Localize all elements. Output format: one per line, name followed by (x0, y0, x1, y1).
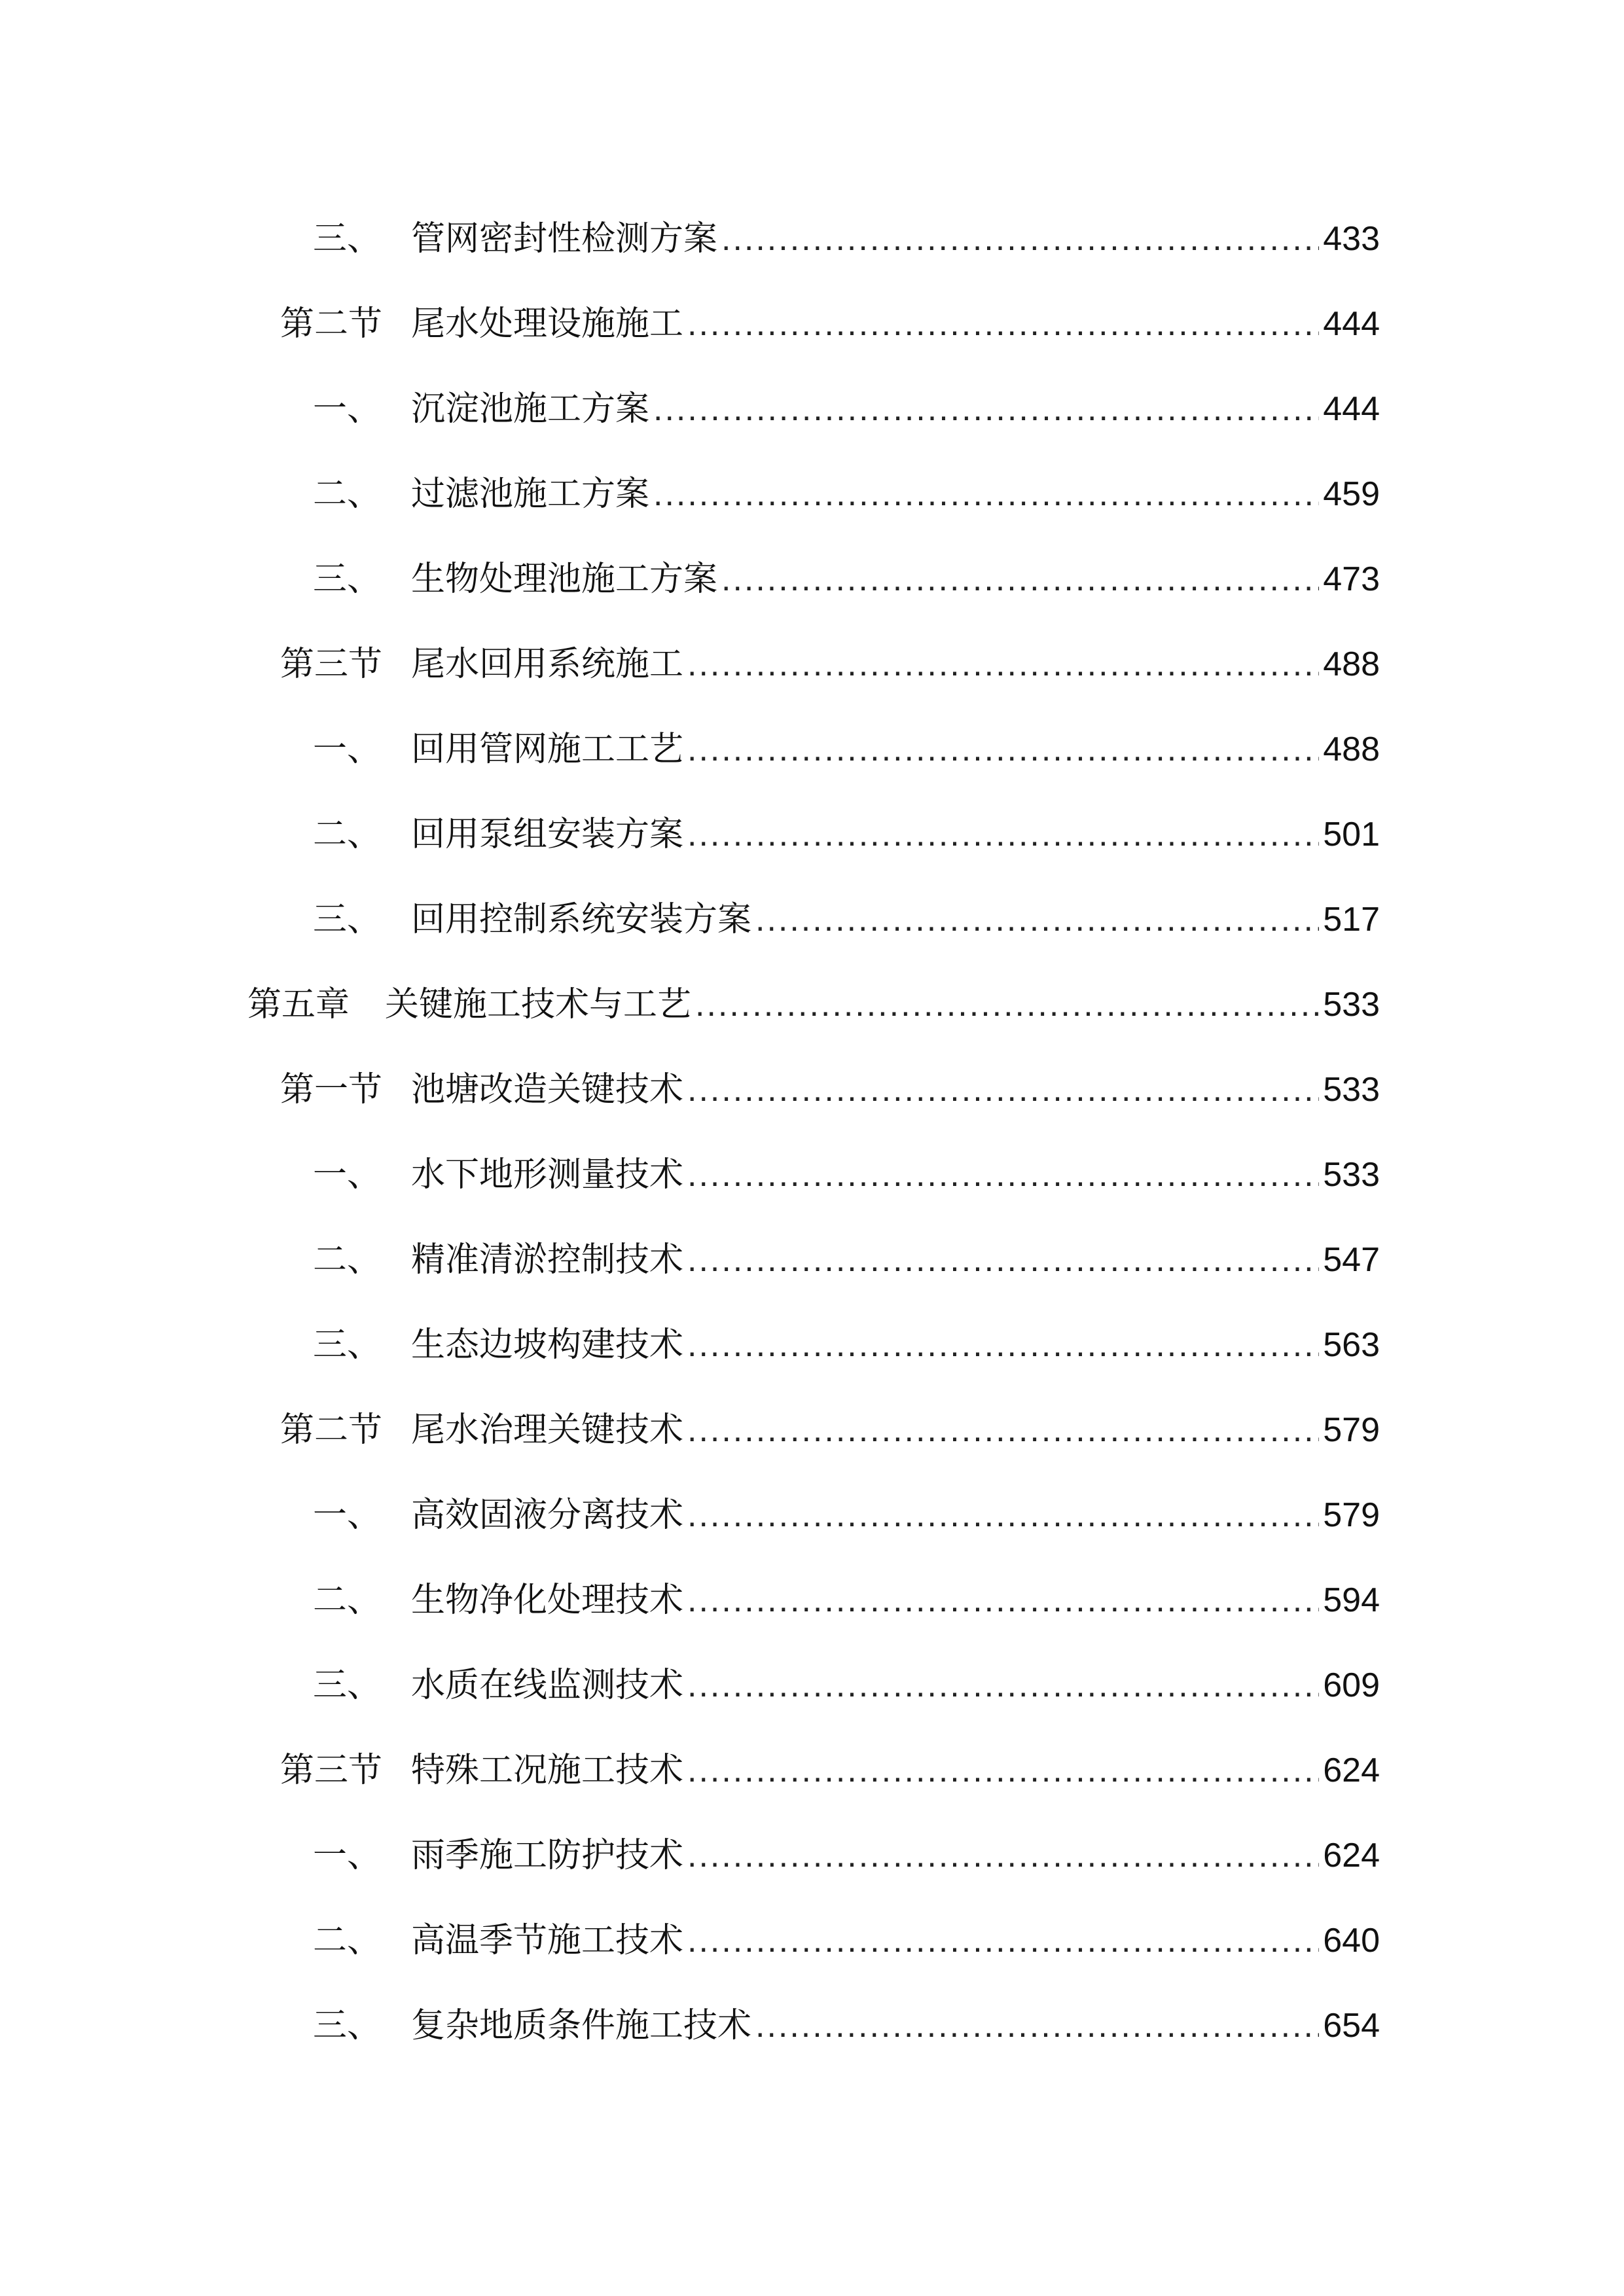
dot-leader (687, 1316, 1319, 1374)
entry-number: 第三节 (280, 645, 383, 684)
toc-entry[interactable] (313, 1316, 1380, 1374)
entry-title: 雨季施工防护技术 (411, 1836, 684, 1875)
entry-title: 池塘改造关键技术 (411, 1070, 684, 1109)
page-number: 563 (1323, 1326, 1380, 1364)
toc-entry[interactable] (313, 720, 1380, 779)
dot-leader (687, 1060, 1319, 1119)
entry-title: 水质在线监测技术 (411, 1666, 684, 1705)
dot-leader (687, 1571, 1319, 1630)
entry-number: 三、 (313, 1666, 382, 1705)
dot-leader (687, 1401, 1319, 1460)
page-number: 533 (1323, 1156, 1380, 1194)
dot-leader (687, 1826, 1319, 1885)
entry-title: 生物净化处理技术 (411, 1581, 684, 1620)
page-number: 624 (1323, 1751, 1380, 1789)
page-number: 533 (1323, 1071, 1380, 1109)
toc-entry[interactable] (313, 1996, 1380, 2055)
dot-leader (653, 465, 1319, 524)
dot-leader (687, 1656, 1319, 1715)
dot-leader (721, 209, 1319, 268)
dot-leader (695, 975, 1319, 1034)
toc-entry[interactable] (313, 1826, 1380, 1885)
entry-number: 三、 (313, 2006, 382, 2045)
entry-title: 沉淀池施工方案 (411, 389, 650, 429)
toc-entry[interactable] (313, 1486, 1380, 1545)
toc-entry[interactable] (313, 1911, 1380, 1970)
toc-entry[interactable] (280, 1060, 1380, 1119)
toc-entry[interactable] (280, 295, 1380, 353)
toc-entry[interactable] (313, 465, 1380, 524)
entry-title: 过滤池施工方案 (411, 475, 650, 514)
entry-number: 一、 (313, 730, 382, 769)
dot-leader (687, 805, 1319, 864)
toc-entry[interactable] (313, 1145, 1380, 1204)
entry-title: 回用管网施工工艺 (411, 730, 684, 769)
page-number: 444 (1323, 390, 1380, 428)
page-number: 547 (1323, 1241, 1380, 1279)
entry-number: 一、 (313, 1496, 382, 1535)
dot-leader (687, 720, 1319, 779)
page-number: 433 (1323, 220, 1380, 258)
entry-number: 三、 (313, 560, 382, 599)
entry-number: 第三节 (280, 1751, 383, 1790)
dot-leader (687, 295, 1319, 353)
page-number: 533 (1323, 986, 1380, 1024)
toc-entry[interactable] (313, 380, 1380, 439)
entry-title: 复杂地质条件施工技术 (411, 2006, 752, 2045)
entry-number: 第二节 (280, 304, 383, 344)
dot-leader (687, 1145, 1319, 1204)
toc-entry[interactable] (313, 890, 1380, 949)
toc-entry[interactable] (280, 1401, 1380, 1460)
entry-title: 管网密封性检测方案 (411, 219, 718, 259)
entry-title: 尾水治理关键技术 (411, 1410, 684, 1450)
dot-leader (687, 635, 1319, 694)
dot-leader (653, 380, 1319, 439)
entry-title: 关键施工技术与工艺 (385, 985, 692, 1024)
entry-title: 高温季节施工技术 (411, 1921, 684, 1960)
page-number: 654 (1323, 2007, 1380, 2045)
entry-title: 生物处理池施工方案 (411, 560, 718, 599)
page-number: 594 (1323, 1581, 1380, 1619)
entry-title: 特殊工况施工技术 (411, 1751, 684, 1790)
dot-leader (687, 1230, 1319, 1289)
page-number: 488 (1323, 730, 1380, 768)
page-number: 640 (1323, 1922, 1380, 1960)
page-number: 488 (1323, 645, 1380, 683)
entry-number: 第五章 (247, 985, 350, 1024)
page-number: 459 (1323, 475, 1380, 513)
entry-number: 二、 (313, 475, 382, 514)
dot-leader (755, 890, 1319, 949)
entry-number: 二、 (313, 1581, 382, 1620)
toc-entry[interactable] (247, 975, 1380, 1034)
toc-entry[interactable] (313, 1230, 1380, 1289)
page-number: 473 (1323, 560, 1380, 598)
entry-number: 三、 (313, 219, 382, 259)
entry-title: 高效固液分离技术 (411, 1496, 684, 1535)
entry-number: 三、 (313, 900, 382, 939)
dot-leader (687, 1741, 1319, 1800)
toc-entry[interactable] (280, 635, 1380, 694)
toc-entry[interactable] (313, 1656, 1380, 1715)
page-number: 579 (1323, 1496, 1380, 1534)
dot-leader (687, 1911, 1319, 1970)
page-number: 624 (1323, 1837, 1380, 1874)
entry-number: 三、 (313, 1325, 382, 1365)
entry-number: 一、 (313, 1836, 382, 1875)
toc-entry[interactable] (313, 805, 1380, 864)
entry-number: 一、 (313, 1155, 382, 1194)
entry-title: 回用控制系统安装方案 (411, 900, 752, 939)
entry-number: 二、 (313, 1240, 382, 1280)
dot-leader (721, 550, 1319, 609)
entry-title: 尾水处理设施施工 (411, 304, 684, 344)
entry-number: 二、 (313, 1921, 382, 1960)
toc-entry[interactable] (313, 550, 1380, 609)
toc-entry[interactable] (280, 1741, 1380, 1800)
page-number: 517 (1323, 901, 1380, 939)
toc-entry[interactable] (313, 209, 1380, 268)
page-number: 444 (1323, 305, 1380, 343)
entry-number: 第一节 (280, 1070, 383, 1109)
entry-title: 尾水回用系统施工 (411, 645, 684, 684)
page-number: 501 (1323, 816, 1380, 853)
dot-leader (687, 1486, 1319, 1545)
toc-entry[interactable] (313, 1571, 1380, 1630)
entry-title: 生态边坡构建技术 (411, 1325, 684, 1365)
entry-number: 第二节 (280, 1410, 383, 1450)
dot-leader (755, 1996, 1319, 2055)
entry-title: 精准清淤控制技术 (411, 1240, 684, 1280)
entry-title: 回用泵组安装方案 (411, 815, 684, 854)
entry-title: 水下地形测量技术 (411, 1155, 684, 1194)
entry-number: 一、 (313, 389, 382, 429)
entry-number: 二、 (313, 815, 382, 854)
page-number: 579 (1323, 1411, 1380, 1449)
page-number: 609 (1323, 1666, 1380, 1704)
